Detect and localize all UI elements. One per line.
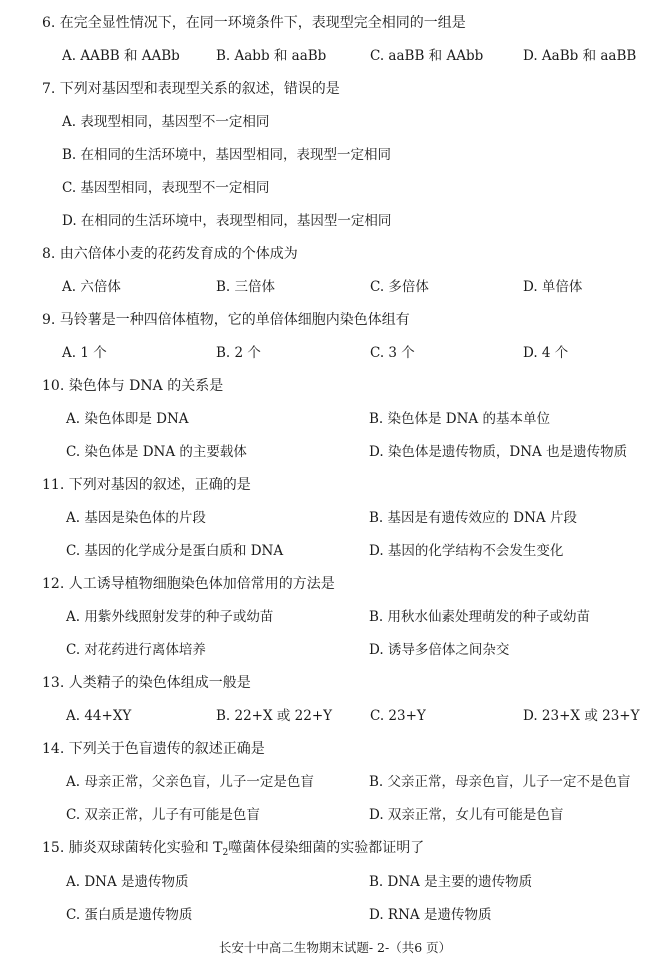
question-15-stem [42, 839, 424, 862]
question-7-stem: 7. 下列对基因型和表现型关系的叙述，错误的是 [42, 81, 340, 97]
question-14-option-c: C. 双亲正常，儿子有可能是色盲 [66, 807, 260, 823]
question-9-option-c: C. 3 个 [370, 345, 415, 361]
question-9-option-d: D. 4 个 [523, 345, 569, 361]
question-12-stem: 12. 人工诱导植物细胞染色体加倍常用的方法是 [42, 576, 335, 592]
question-7-option-d: D. 在相同的生活环境中，表现型相同，基因型一定相同 [62, 213, 392, 229]
question-8-stem: 8. 由六倍体小麦的花药发育成的个体成为 [42, 246, 298, 262]
question-9-option-b: B. 2 个 [216, 345, 261, 361]
question-12-option-c: C. 对花药进行离体培养 [66, 642, 206, 658]
question-7-option-a: A. 表现型相同，基因型不一定相同 [62, 114, 270, 130]
question-10-option-b: B. 染色体是 DNA 的基本单位 [369, 411, 550, 427]
question-10-option-c: C. 染色体是 DNA 的主要载体 [66, 444, 247, 460]
question-13-option-a: A. 44+XY [66, 708, 132, 724]
question-10-stem: 10. 染色体与 DNA 的关系是 [42, 378, 224, 394]
question-11-option-c: C. 基因的化学成分是蛋白质和 DNA [66, 543, 284, 559]
question-11-option-a: A. 基因是染色体的片段 [66, 510, 206, 526]
question-13-option-d: D. 23+X 或 23+Y [523, 708, 640, 724]
question-12-option-b: B. 用秋水仙素处理萌发的种子或幼苗 [369, 609, 591, 625]
question-14-stem: 14. 下列关于色盲遗传的叙述正确是 [42, 741, 265, 757]
question-13-stem: 13. 人类精子的染色体组成一般是 [42, 675, 251, 691]
question-8-option-c: C. 多倍体 [370, 279, 429, 295]
question-15-option-d: D. RNA 是遗传物质 [369, 907, 492, 923]
question-12-option-d: D. 诱导多倍体之间杂交 [369, 642, 510, 658]
question-14-option-a: A. 母亲正常，父亲色盲，儿子一定是色盲 [66, 774, 314, 790]
question-15-option-a: A. DNA 是遗传物质 [66, 874, 189, 890]
question-8-option-b: B. 三倍体 [216, 279, 276, 295]
question-15-subscript: 2 [222, 848, 229, 858]
page-footer: 长安十中高二生物期末试题- 2-（共6 页） [218, 940, 452, 955]
question-14-option-d: D. 双亲正常，女儿有可能是色盲 [369, 807, 564, 823]
question-6-option-c: C. aaBB 和 AAbb [370, 48, 484, 64]
question-14-option-b: B. 父亲正常，母亲色盲，儿子一定不是色盲 [369, 774, 631, 790]
question-11-stem: 11. 下列对基因的叙述，正确的是 [42, 477, 251, 493]
question-13-option-c: C. 23+Y [370, 708, 426, 724]
question-9-option-a: A. 1 个 [62, 345, 107, 361]
question-9-stem: 9. 马铃薯是一种四倍体植物，它的单倍体细胞内染色体组有 [42, 312, 410, 328]
question-6-stem: 6. 在完全显性情况下，在同一环境条件下，表现型完全相同的一组是 [42, 15, 466, 31]
question-15-option-b: B. DNA 是主要的遗传物质 [369, 874, 533, 890]
question-10-option-d: D. 染色体是遗传物质，DNA 也是遗传物质 [369, 444, 628, 460]
question-13-option-b: B. 22+X 或 22+Y [216, 708, 333, 724]
question-7-option-b: B. 在相同的生活环境中，基因型相同，表现型一定相同 [62, 147, 392, 163]
question-15-stem-start: 15. 肺炎双球菌转化实验和 T [42, 840, 223, 856]
question-11-option-d: D. 基因的化学结构不会发生变化 [369, 543, 564, 559]
question-15-stem-end: 噬菌体侵染细菌的实验都证明了 [228, 840, 425, 856]
question-8-option-a: A. 六倍体 [62, 279, 121, 295]
question-6-option-a: A. AABB 和 AABb [62, 48, 180, 64]
question-8-option-d: D. 单倍体 [523, 279, 583, 295]
question-6-option-d: D. AaBb 和 aaBB [523, 48, 637, 64]
question-15-option-c: C. 蛋白质是遗传物质 [66, 907, 193, 923]
question-12-option-a: A. 用紫外线照射发芽的种子或幼苗 [66, 609, 274, 625]
question-7-option-c: C. 基因型相同，表现型不一定相同 [62, 180, 270, 196]
question-10-option-a: A. 染色体即是 DNA [66, 411, 189, 427]
question-6-option-b: B. Aabb 和 aaBb [216, 48, 327, 64]
question-11-option-b: B. 基因是有遗传效应的 DNA 片段 [369, 510, 577, 526]
